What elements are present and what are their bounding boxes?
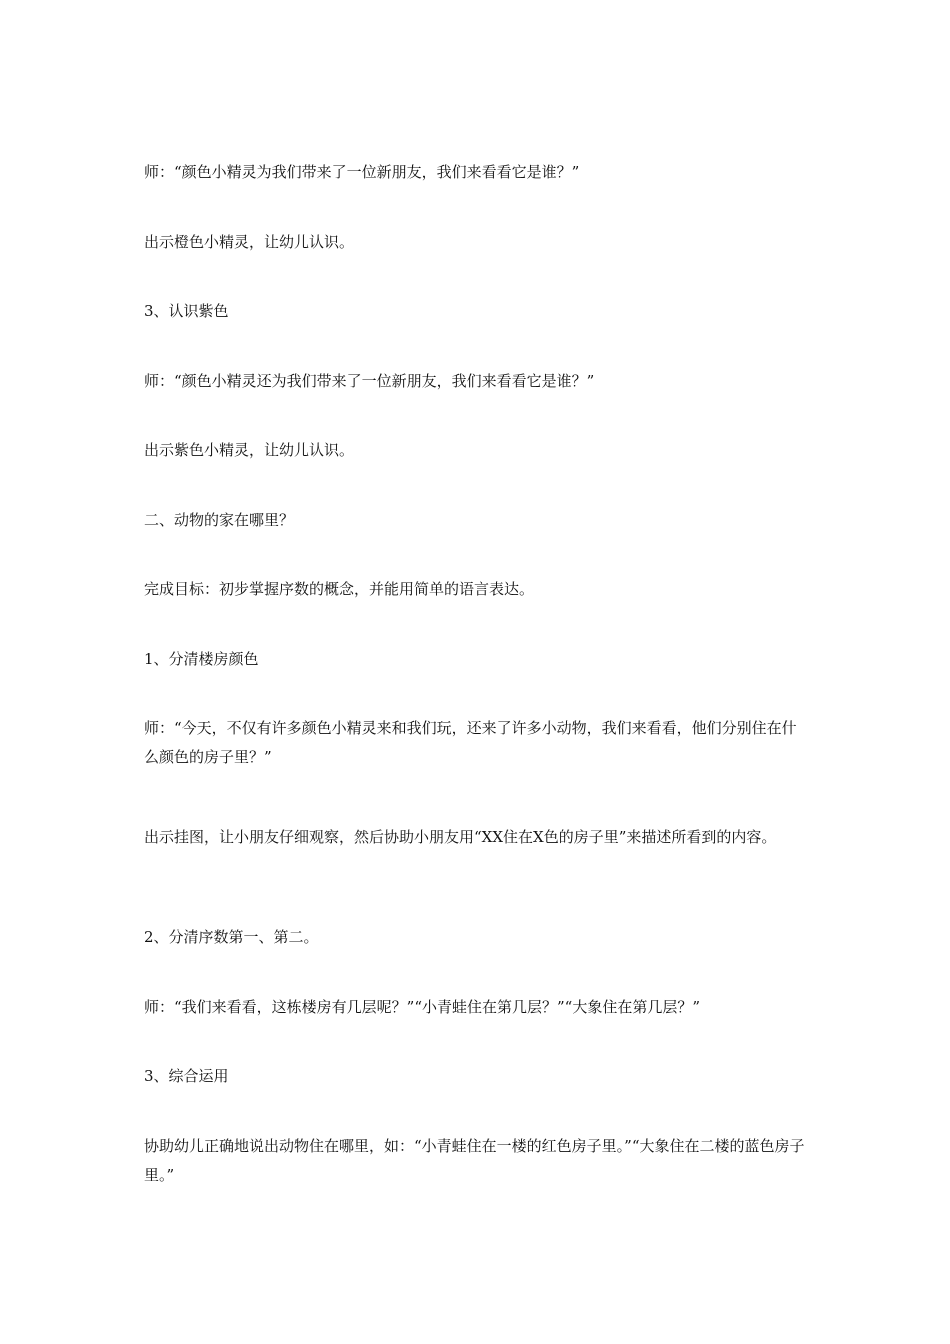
paragraph-teacher-orange-intro: 师：“颜色小精灵为我们带来了一位新朋友，我们来看看它是谁？” <box>144 163 580 181</box>
paragraph-teacher-animals: 师：“今天，不仅有许多颜色小精灵来和我们玩，还来了许多小动物，我们来看看，他们分别住在什么颜色的房子里？” <box>144 719 797 766</box>
paragraph-show-purple: 出示紫色小精灵，让幼儿认识。 <box>144 441 355 459</box>
paragraph-goal: 完成目标：初步掌握序数的概念，并能用简单的语言表达。 <box>144 580 535 598</box>
heading-building-colors: 1、分清楼房颜色 <box>144 650 259 668</box>
heading-ordinal-numbers: 2、分清序数第一、第二。 <box>144 928 319 946</box>
paragraph-show-chart: 出示挂图，让小朋友仔细观察，然后协助小朋友用“XX住在X色的房子里”来描述所看到的内容。 <box>144 828 777 846</box>
heading-comprehensive-use: 3、综合运用 <box>144 1067 229 1085</box>
section-heading-animal-home: 二、动物的家在哪里？ <box>144 511 295 529</box>
heading-recognize-purple: 3、认识紫色 <box>144 302 229 320</box>
paragraph-teacher-floors: 师：“我们来看看，这栋楼房有几层呢？”“小青蛙住在第几层？”“大象住在第几层？” <box>144 998 701 1016</box>
paragraph-show-orange: 出示橙色小精灵，让幼儿认识。 <box>144 233 355 251</box>
paragraph-assist-children: 协助幼儿正确地说出动物住在哪里，如：“小青蛙住在一楼的红色房子里。”“大象住在二楼的蓝色房子里。” <box>144 1137 805 1184</box>
paragraph-teacher-purple-intro: 师：“颜色小精灵还为我们带来了一位新朋友，我们来看看它是谁？” <box>144 372 595 390</box>
